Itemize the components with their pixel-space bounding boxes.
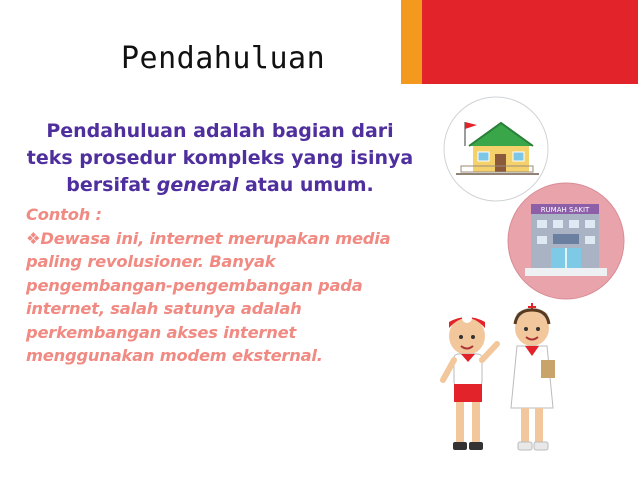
example-heading: Contoh : — [26, 205, 102, 224]
example-block — [26, 203, 402, 368]
intro-text: Pendahuluan adalah bagian dari teks prosedur kompleks yang isinya bersifat — [26, 120, 414, 196]
accent-red-block — [422, 0, 638, 84]
slide-title: Pendahuluan — [121, 41, 326, 76]
hospital-icon — [507, 182, 625, 300]
hospital-sign-text: RUMAH SAKIT — [540, 206, 590, 214]
intro-emphasis: general — [156, 174, 239, 196]
intro-text-end: atau umum. — [238, 174, 374, 196]
example-text: Dewasa ini, internet merupakan media paling revolusioner. Banyak pengembangan-pengembangan pada internet, salah satunya adalah perkembangan akses internet menggunakan modem eksternal. — [26, 228, 391, 365]
diamond-bullet-icon: ❖ — [26, 228, 41, 248]
example-body — [26, 227, 402, 368]
accent-orange-strip — [401, 0, 422, 84]
intro-paragraph — [24, 118, 416, 199]
student-and-nurse-illustration — [437, 288, 587, 468]
